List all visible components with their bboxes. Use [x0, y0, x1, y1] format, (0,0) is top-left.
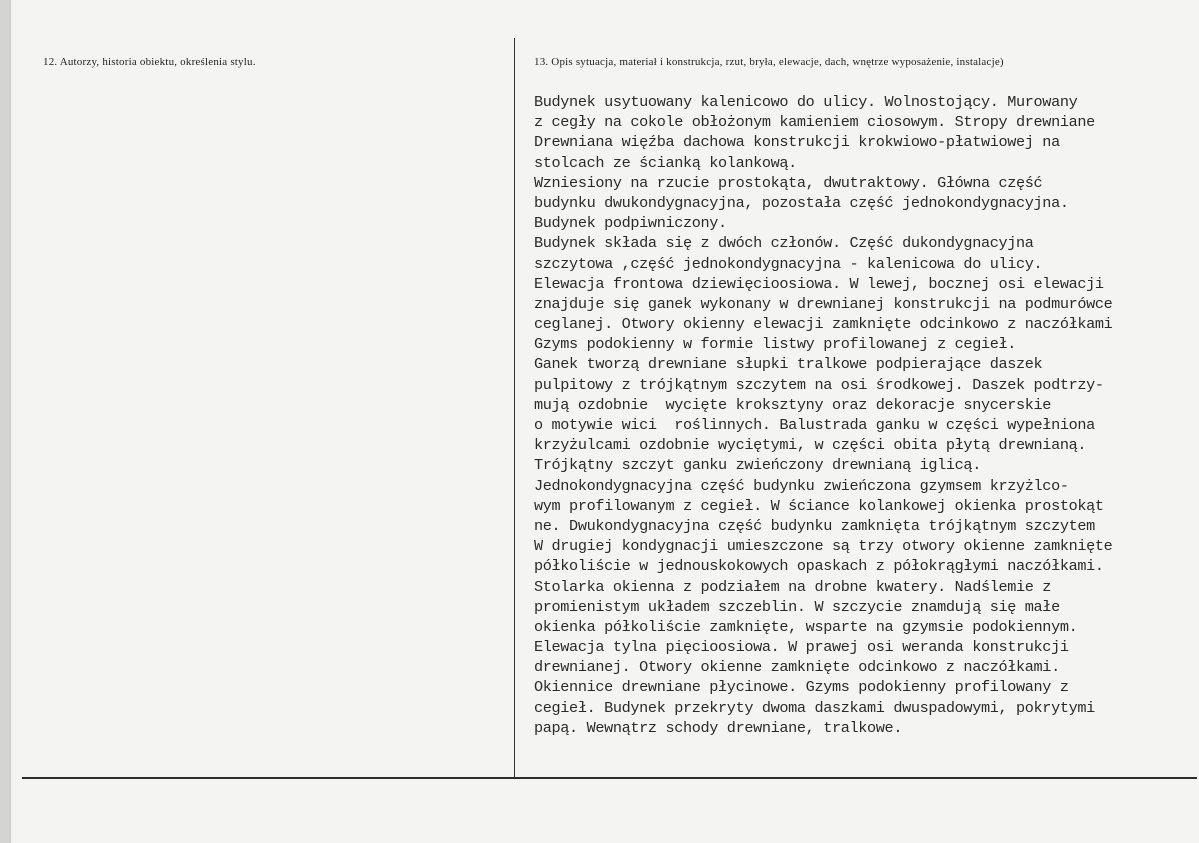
description-line: Drewniana więźba dachowa konstrukcji krokwiowo-płatwiowej na — [534, 133, 1060, 152]
description-line: ne. Dwukondygnacyjna część budynku zamknięta trójkątnym szczytem — [534, 516, 1095, 535]
section-13-heading: 13. Opis sytuacja, materiał i konstrukcja, rzut, bryła, elewacje, dach, wnętrze wyposażenie, instalacje) — [534, 56, 1004, 68]
description-line: Ganek tworzą drewniane słupki tralkowe podpierające daszek — [534, 355, 1043, 374]
description-line: znajduje się ganek wykonany w drewnianej konstrukcji na podmurówce — [534, 294, 1113, 313]
description-line: o motywie wici roślinnych. Balustrada ganku w części wypełniona — [534, 416, 1095, 434]
description-line: Stolarka okienna z podziałem na drobne kwatery. Nadślemie z — [534, 577, 1052, 596]
description-line: wym profilowanym z cegieł. W ściance kolankowej okienka prostokąt — [534, 496, 1104, 515]
description-line: Okiennice drewniane płycinowe. Gzyms podokienny profilowany z — [534, 678, 1069, 697]
bottom-rule — [22, 777, 1197, 779]
description-line: okienka półkoliście zamknięte, wsparte na gzymsie podokiennym. — [534, 617, 1078, 636]
description-line: mują ozdobnie wycięte kroksztyny oraz dekoracje snycerskie — [534, 395, 1052, 414]
description-line: szczytowa ,część jednokondygnacyjna - kalenicowa do ulicy. — [534, 254, 1043, 273]
description-line: papą. Wewnątrz schody drewniane, tralkowe. — [534, 718, 903, 737]
description-line: ceglanej. Otwory okienny elewacji zamknięte odcinkowo z naczółkami — [534, 315, 1113, 334]
description-line: Wzniesiony na rzucie prostokąta, dwutraktowy. Główna część — [534, 173, 1043, 192]
description-line: Gzyms podokienny w formie listwy profilowanej z cegieł. — [534, 335, 1017, 354]
description-line: z cegły na cokole obłożonym kamieniem ciosowym. Stropy drewniane — [534, 113, 1095, 132]
description-line: cegieł. Budynek przekryty dwoma daszkami dwuspadowymi, pokrytymi — [534, 698, 1095, 717]
description-line: pulpitowy z trójkątnym szczytem na osi środkowej. Daszek podtrzy- — [534, 375, 1104, 394]
description-line: drewnianej. Otwory okienne zamknięte odcinkowo z naczółkami. — [534, 658, 1060, 677]
column-divider — [514, 38, 515, 778]
description-line: Jednokondygnacyjna część budynku zwieńczona gzymsem krzyżlco- — [534, 476, 1069, 495]
description-line: promienistym układem szczeblin. W szczycie znamdują się małe — [534, 597, 1060, 616]
description-line: stolcach ze ścianką kolankową. — [534, 153, 797, 172]
description-line: W drugiej kondygnacji umieszczone są trzy otwory okienne zamknięte — [534, 537, 1113, 556]
section-12-heading: 12. Autorzy, historia obiektu, określenia stylu. — [43, 56, 256, 68]
description-line: Budynek podpiwniczony. — [534, 214, 727, 233]
description-line: Trójkątny szczyt ganku zwieńczony drewnianą iglicą. — [534, 456, 981, 475]
description-line: Budynek usytuowany kalenicowo do ulicy. Wolnostojący. Murowany — [534, 93, 1078, 111]
description-line: krzyżulcami ozdobnie wyciętymi, w części obita płytą drewnianą. — [534, 436, 1087, 455]
description-line: budynku dwukondygnacyjna, pozostała część jednokondygnacyjna. — [534, 193, 1069, 212]
description-line: Budynek składa się z dwóch członów. Część dukondygnacyjna — [534, 234, 1034, 253]
description-text — [534, 92, 1199, 738]
description-line: Elewacja frontowa dziewięcioosiowa. W lewej, bocznej osi elewacji — [534, 274, 1104, 293]
description-line: półkoliście w jednouskokowych opaskach z półokrągłymi naczółkami. — [534, 557, 1104, 576]
description-line: Elewacja tylna pięcioosiowa. W prawej osi weranda konstrukcji — [534, 638, 1069, 657]
